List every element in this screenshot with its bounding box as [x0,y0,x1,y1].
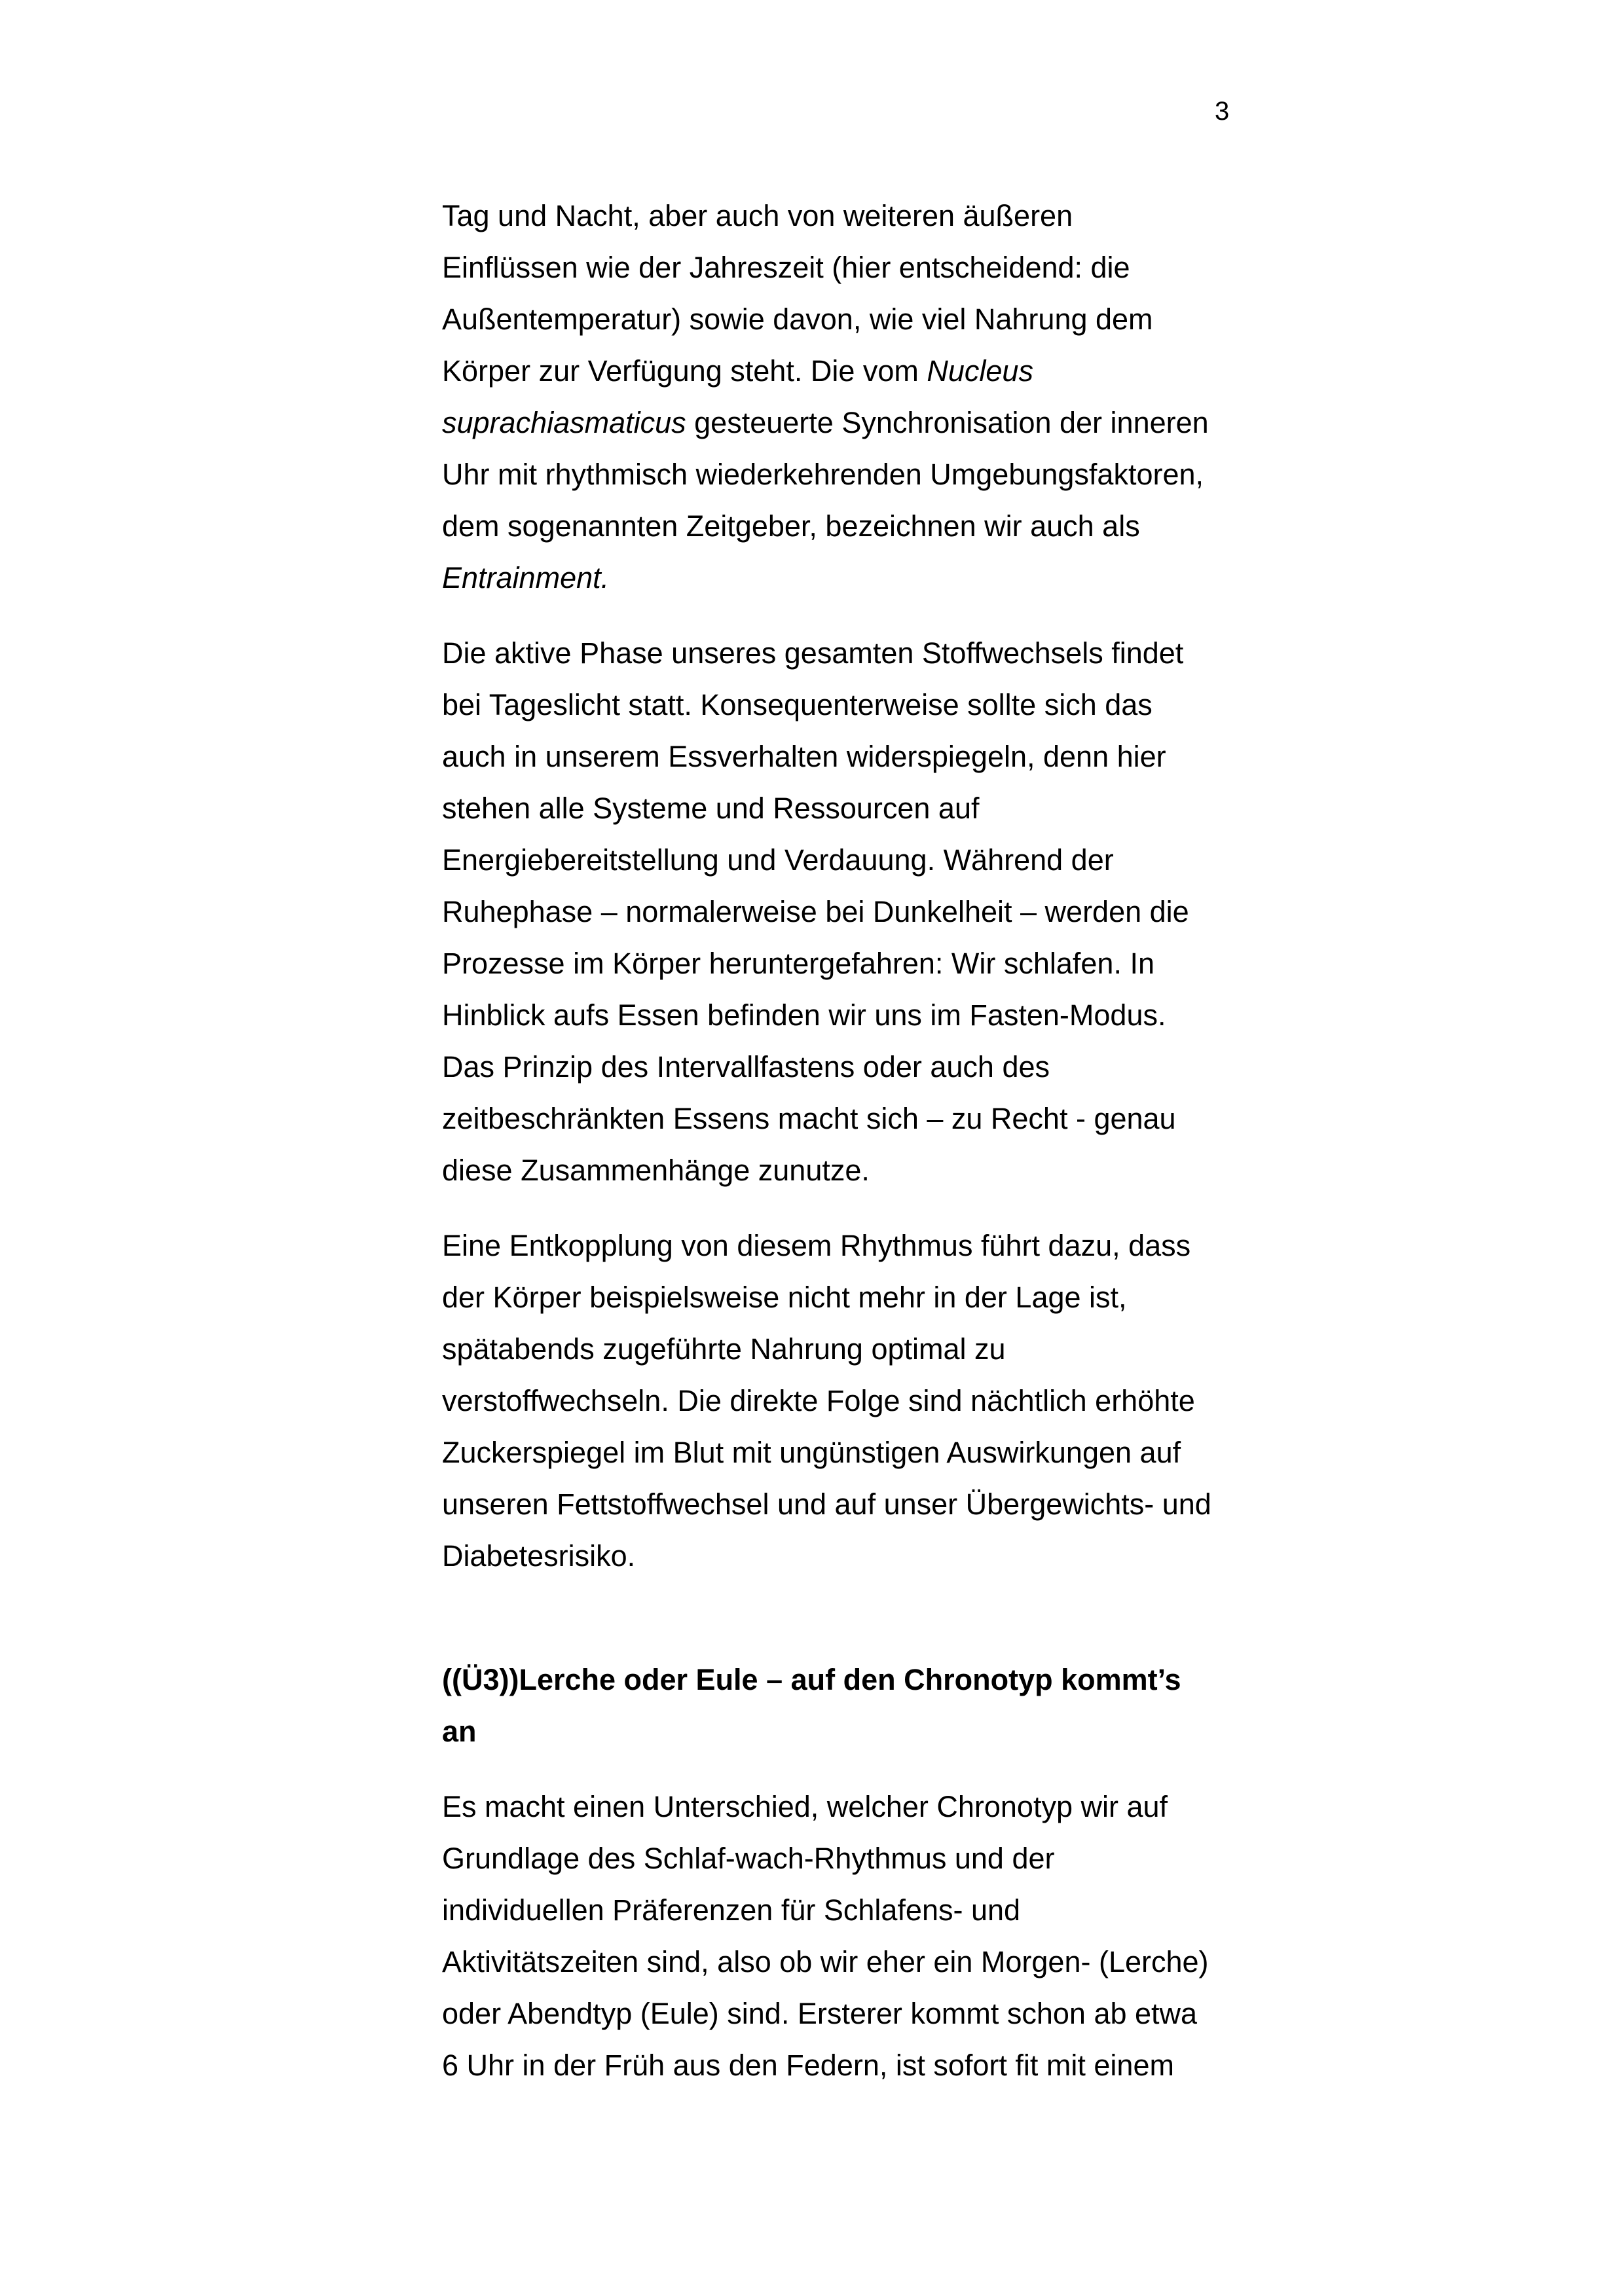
text-segment: Hinblick aufs Essen befinden wir uns im Fasten-Modus. [442,998,1166,1032]
text-segment: Grundlage des Schlaf-wach-Rhythmus und der [442,1842,1055,1875]
text-line [442,1705,1287,1757]
body-paragraph [442,190,1287,604]
text-line [442,397,1287,448]
text-segment: an [442,1715,477,1748]
text-segment: Zuckerspiegel im Blut mit ungünstigen Auswirkungen auf [442,1436,1181,1469]
text-line [442,1936,1287,1988]
text-line [442,886,1287,938]
text-segment: Energiebereitstellung und Verdauung. Während der [442,843,1114,877]
text-segment: zeitbeschränkten Essens macht sich – zu Recht - genau [442,1102,1176,1135]
text-line [442,1478,1287,1530]
text-segment: ((Ü3))Lerche oder Eule – auf den Chronotyp kommt’s [442,1663,1181,1696]
section-heading [442,1654,1287,1757]
text-segment: Diabetesrisiko. [442,1539,636,1573]
text-segment: Uhr mit rhythmisch wiederkehrenden Umgebungsfaktoren, [442,458,1204,491]
text-segment: Das Prinzip des Intervallfastens oder auch des [442,1050,1050,1084]
text-segment: auch in unserem Essverhalten widerspiegeln, denn hier [442,740,1166,773]
text-segment: individuellen Präferenzen für Schlafens- und [442,1893,1021,1927]
text-line [442,679,1287,731]
text-segment: verstoffwechseln. Die direkte Folge sind nächtlich erhöhte [442,1384,1195,1417]
italic-term: Nucleus [927,354,1033,388]
text-segment: Außentemperatur) sowie davon, wie viel Nahrung dem [442,302,1153,336]
text-line [442,1323,1287,1375]
text-line [442,2039,1287,2091]
text-line [442,1781,1287,1832]
page-number: 3 [1215,97,1230,126]
text-line [442,1884,1287,1936]
text-line [442,1832,1287,1884]
text-segment: Es macht einen Unterschied, welcher Chronotyp wir auf [442,1790,1168,1823]
text-line [442,834,1287,886]
text-segment: Einflüssen wie der Jahreszeit (hier entscheidend: die [442,251,1130,284]
text-line [442,500,1287,552]
text-line [442,627,1287,679]
text-segment: dem sogenannten Zeitgeber, bezeichnen wir auch als [442,509,1140,543]
text-segment: gesteuerte Synchronisation der inneren [686,406,1209,439]
text-line [442,1220,1287,1271]
text-line [442,293,1287,345]
text-line [442,731,1287,782]
text-segment: Eine Entkopplung von diesem Rhythmus führt dazu, dass [442,1229,1191,1262]
text-segment: diese Zusammenhänge zunutze. [442,1154,870,1187]
body-paragraph [442,1220,1287,1582]
text-segment: Körper zur Verfügung steht. Die vom [442,354,927,388]
text-segment: 6 Uhr in der Früh aus den Federn, ist sofort fit mit einem [442,2049,1174,2082]
body-paragraph [442,1781,1287,2091]
text-segment: der Körper beispielsweise nicht mehr in der Lage ist, [442,1281,1127,1314]
text-segment: Ruhephase – normalerweise bei Dunkelheit – werden die [442,895,1189,928]
text-line [442,1530,1287,1582]
document-body [442,190,1287,2115]
text-line [442,1375,1287,1427]
text-segment: Die aktive Phase unseres gesamten Stoffwechsels findet [442,636,1184,670]
text-line [442,1988,1287,2039]
text-line [442,242,1287,293]
text-line [442,1427,1287,1478]
body-paragraph [442,627,1287,1196]
text-line [442,190,1287,242]
text-segment: Tag und Nacht, aber auch von weiteren äußeren [442,199,1073,232]
text-segment: spätabends zugeführte Nahrung optimal zu [442,1332,1006,1366]
text-line [442,1654,1287,1705]
text-line [442,1093,1287,1144]
text-line [442,345,1287,397]
text-line [442,782,1287,834]
text-line [442,1271,1287,1323]
text-line [442,448,1287,500]
italic-term: suprachiasmaticus [442,406,686,439]
text-segment: Aktivitätszeiten sind, also ob wir eher ein Morgen- (Lerche) [442,1945,1209,1978]
text-segment: bei Tageslicht statt. Konsequenterweise sollte sich das [442,688,1153,721]
text-line [442,938,1287,989]
text-line [442,989,1287,1041]
text-segment: unseren Fettstoffwechsel und auf unser Übergewichts- und [442,1487,1211,1521]
text-segment: oder Abendtyp (Eule) sind. Ersterer kommt schon ab etwa [442,1997,1198,2030]
italic-term: Entrainment. [442,561,610,594]
text-line [442,552,1287,604]
text-line [442,1144,1287,1196]
text-segment: Prozesse im Körper heruntergefahren: Wir schlafen. In [442,947,1154,980]
text-segment: stehen alle Systeme und Ressourcen auf [442,792,980,825]
text-line [442,1041,1287,1093]
